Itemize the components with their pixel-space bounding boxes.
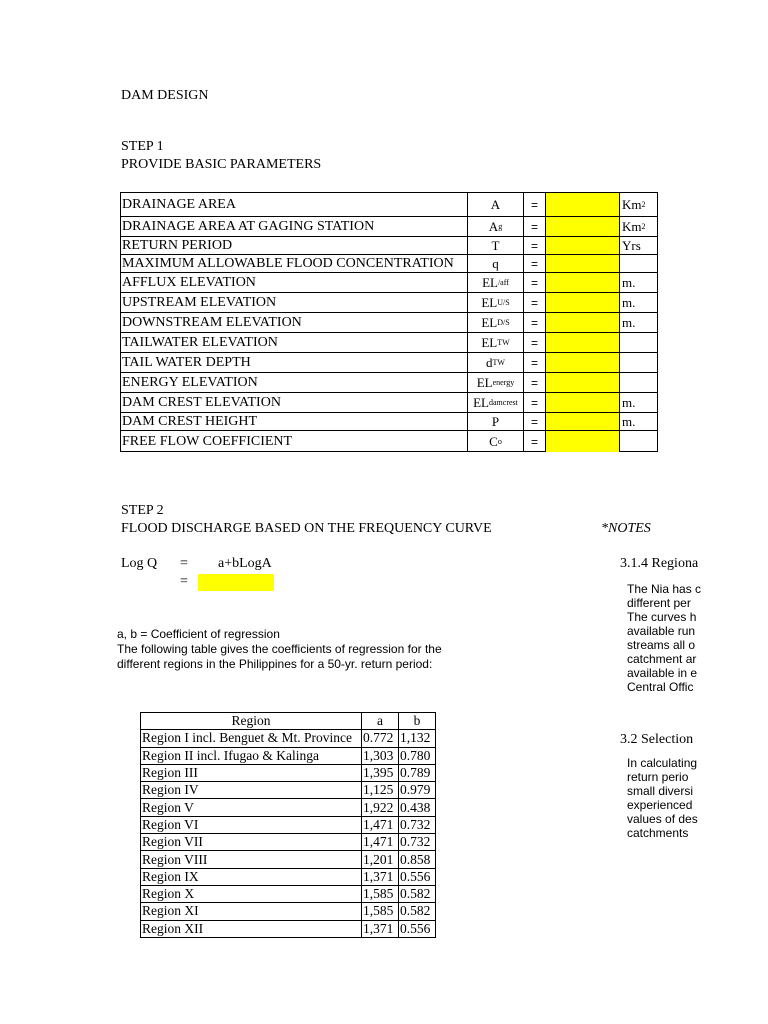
note-line: different per xyxy=(627,596,691,610)
parameter-symbol-main: A xyxy=(490,196,501,212)
parameter-label: TAILWATER ELEVATION xyxy=(120,332,467,352)
coefficient-a-cell: 1,471 xyxy=(362,834,399,851)
coefficient-a-cell: 1,922 xyxy=(362,799,399,816)
equals-sign: = xyxy=(524,412,546,430)
coefficient-b-cell: 0.732 xyxy=(399,816,436,833)
parameter-symbol xyxy=(467,192,524,216)
parameter-unit-text: Yrs xyxy=(622,237,641,253)
parameter-value-input[interactable] xyxy=(546,372,619,392)
table-row xyxy=(141,799,436,816)
coefficient-a-cell: 1,395 xyxy=(362,764,399,781)
equals-sign: = xyxy=(524,192,546,216)
parameter-symbol-main: T xyxy=(491,237,500,253)
parameters-table xyxy=(120,192,658,452)
parameter-symbol-main: EL xyxy=(473,394,489,410)
document-title: DAM DESIGN xyxy=(121,88,209,103)
table-row xyxy=(141,868,436,885)
parameter-symbol xyxy=(467,430,524,452)
formula-equals-result: = xyxy=(180,574,188,589)
parameter-row xyxy=(120,312,658,332)
region-name-cell: Region X xyxy=(141,885,362,902)
note-line: values of des xyxy=(627,812,698,826)
note-line: small diversi xyxy=(627,784,694,798)
parameter-unit xyxy=(619,352,658,372)
parameter-value-input[interactable] xyxy=(546,352,619,372)
note-line: experienced xyxy=(627,798,693,812)
region-name-cell: Region XII xyxy=(141,920,362,937)
parameter-value-input[interactable] xyxy=(546,332,619,352)
coefficient-b-cell: 0.438 xyxy=(399,799,436,816)
notes-section-selection-text xyxy=(627,756,768,840)
note-line: Central Offic xyxy=(627,680,694,694)
step1-subheading: PROVIDE BASIC PARAMETERS xyxy=(121,157,322,172)
notes-heading: *NOTES xyxy=(601,521,651,536)
parameter-symbol xyxy=(467,332,524,352)
equals-sign: = xyxy=(524,332,546,352)
parameter-label: FREE FLOW COEFFICIENT xyxy=(120,430,467,452)
parameter-label: TAIL WATER DEPTH xyxy=(120,352,467,372)
table-row xyxy=(141,834,436,851)
region-name-cell: Region IX xyxy=(141,868,362,885)
parameter-row xyxy=(120,254,658,272)
coefficient-b-cell: 0.979 xyxy=(399,782,436,799)
parameter-row xyxy=(120,236,658,254)
parameter-symbol-main: EL xyxy=(482,274,498,290)
table-row xyxy=(141,782,436,799)
step1-heading: STEP 1 xyxy=(121,139,164,154)
parameter-label: DRAINAGE AREA xyxy=(120,192,467,216)
table-row xyxy=(141,816,436,833)
parameter-symbol xyxy=(467,272,524,292)
note-line: available in e xyxy=(627,666,698,680)
parameter-unit xyxy=(619,430,658,452)
column-header: Region xyxy=(141,713,362,730)
parameter-symbol xyxy=(467,412,524,430)
parameter-symbol xyxy=(467,372,524,392)
parameter-symbol xyxy=(467,312,524,332)
equals-sign: = xyxy=(524,236,546,254)
equals-sign: = xyxy=(524,392,546,412)
parameter-value-input[interactable] xyxy=(546,430,619,452)
note-line: catchment ar xyxy=(627,652,697,666)
parameter-symbol-subscript: TW xyxy=(492,358,505,367)
regression-coefficients-table xyxy=(140,712,436,938)
parameter-symbol xyxy=(467,292,524,312)
parameter-symbol-main: d xyxy=(486,354,493,370)
coefficient-a-cell: 1,371 xyxy=(362,920,399,937)
parameter-value-input[interactable] xyxy=(546,216,619,236)
parameter-label: RETURN PERIOD xyxy=(120,236,467,254)
parameter-symbol-subscript: U/S xyxy=(497,298,510,307)
parameter-symbol-subscript: D/S xyxy=(497,318,510,327)
parameter-symbol-main: EL xyxy=(481,334,498,350)
parameter-unit xyxy=(619,312,658,332)
equals-sign: = xyxy=(524,372,546,392)
parameter-row xyxy=(120,430,658,452)
coefficient-a-cell: 0.772 xyxy=(362,730,399,747)
parameter-unit-text: m. xyxy=(622,314,636,330)
coefficient-b-cell: 0.732 xyxy=(399,834,436,851)
equals-sign: = xyxy=(524,352,546,372)
parameter-unit xyxy=(619,236,658,254)
coefficient-definition: a, b = Coefficient of regression xyxy=(117,627,280,641)
coefficient-a-cell: 1,201 xyxy=(362,851,399,868)
equals-sign: = xyxy=(524,216,546,236)
parameter-label: DRAINAGE AREA AT GAGING STATION xyxy=(120,216,467,236)
parameter-unit xyxy=(619,254,658,272)
parameter-label: DAM CREST HEIGHT xyxy=(120,412,467,430)
parameter-symbol-subscript: g xyxy=(498,222,503,231)
parameter-unit xyxy=(619,192,658,216)
parameter-label: UPSTREAM ELEVATION xyxy=(120,292,467,312)
parameter-symbol-subscript: damcrest xyxy=(489,398,518,407)
region-name-cell: Region IV xyxy=(141,782,362,799)
parameter-unit-text: m. xyxy=(622,294,636,310)
parameter-label: ENERGY ELEVATION xyxy=(120,372,467,392)
coefficient-b-cell: 0.582 xyxy=(399,885,436,902)
parameter-row xyxy=(120,292,658,312)
coefficient-description-line-2: different regions in the Philippines for a 50-yr. return period: xyxy=(117,657,433,671)
parameter-row xyxy=(120,216,658,236)
region-name-cell: Region VII xyxy=(141,834,362,851)
parameter-unit-text: m. xyxy=(622,274,636,290)
table-row xyxy=(141,920,436,937)
parameter-symbol-main: P xyxy=(491,413,500,429)
table-header-row xyxy=(141,713,436,730)
equals-sign: = xyxy=(524,292,546,312)
parameter-unit-text: Km xyxy=(622,218,642,234)
table-row xyxy=(141,764,436,781)
formula-equals: = xyxy=(180,556,188,571)
parameter-value-input[interactable] xyxy=(546,254,619,272)
parameter-row xyxy=(120,352,658,372)
note-line: available run xyxy=(627,624,696,638)
coefficient-b-cell: 0.858 xyxy=(399,851,436,868)
parameter-value-input[interactable] xyxy=(546,292,619,312)
table-row xyxy=(141,747,436,764)
parameter-label: DOWNSTREAM ELEVATION xyxy=(120,312,467,332)
notes-section-regional-title: 3.1.4 Regiona xyxy=(620,556,699,571)
region-name-cell: Region II incl. Ifugao & Kalinga xyxy=(141,747,362,764)
coefficient-a-cell: 1,585 xyxy=(362,885,399,902)
parameter-row xyxy=(120,192,658,216)
coefficient-b-cell: 0.780 xyxy=(399,747,436,764)
notes-section-regional-text xyxy=(627,582,768,694)
note-line: return perio xyxy=(627,770,689,784)
parameter-value-input[interactable] xyxy=(546,192,619,216)
parameter-symbol-subscript: energy xyxy=(492,378,515,387)
note-line: streams all o xyxy=(627,638,696,652)
equals-sign: = xyxy=(524,254,546,272)
parameter-symbol-main: A xyxy=(488,218,499,234)
note-line: In calculating xyxy=(627,756,698,770)
parameter-value-input[interactable] xyxy=(546,272,619,292)
equals-sign: = xyxy=(524,430,546,452)
parameter-unit xyxy=(619,216,658,236)
parameter-unit xyxy=(619,372,658,392)
parameter-unit-text: m. xyxy=(622,394,636,410)
parameter-symbol-main: q xyxy=(492,255,499,271)
parameter-unit-text: m. xyxy=(622,413,636,429)
parameter-symbol-subscript: /aff xyxy=(497,278,509,287)
discharge-input-cell[interactable] xyxy=(198,574,274,591)
table-row xyxy=(141,730,436,747)
coefficient-a-cell: 1,471 xyxy=(362,816,399,833)
parameter-unit-superscript: 2 xyxy=(641,222,646,231)
parameter-value-input[interactable] xyxy=(546,312,619,332)
parameter-value-input[interactable] xyxy=(546,412,619,430)
parameter-unit xyxy=(619,392,658,412)
parameter-symbol xyxy=(467,352,524,372)
parameter-label: AFFLUX ELEVATION xyxy=(120,272,467,292)
parameter-unit-superscript: 2 xyxy=(641,200,646,209)
parameter-row xyxy=(120,372,658,392)
region-name-cell: Region V xyxy=(141,799,362,816)
parameter-label: DAM CREST ELEVATION xyxy=(120,392,467,412)
region-name-cell: Region VI xyxy=(141,816,362,833)
parameter-unit xyxy=(619,292,658,312)
parameter-row xyxy=(120,272,658,292)
coefficient-a-cell: 1,585 xyxy=(362,903,399,920)
step2-heading: STEP 2 xyxy=(121,503,164,518)
equals-sign: = xyxy=(524,272,546,292)
parameter-unit-text: Km xyxy=(622,196,642,212)
coefficient-a-cell: 1,125 xyxy=(362,782,399,799)
formula-rhs: a+bLogA xyxy=(218,556,272,571)
note-line: The Nia has c xyxy=(627,582,702,596)
parameter-label: MAXIMUM ALLOWABLE FLOOD CONCENTRATION xyxy=(120,254,467,272)
region-name-cell: Region VIII xyxy=(141,851,362,868)
parameter-symbol-main: EL xyxy=(481,294,498,310)
parameter-symbol-main: EL xyxy=(481,314,498,330)
table-row xyxy=(141,851,436,868)
parameter-row xyxy=(120,332,658,352)
parameter-value-input[interactable] xyxy=(546,236,619,254)
notes-section-selection-title: 3.2 Selection xyxy=(620,732,694,747)
parameter-symbol xyxy=(467,392,524,412)
region-name-cell: Region I incl. Benguet & Mt. Province xyxy=(141,730,362,747)
parameter-symbol xyxy=(467,254,524,272)
parameter-unit xyxy=(619,332,658,352)
parameter-symbol-main: C xyxy=(489,433,498,449)
formula-lhs: Log Q xyxy=(121,556,158,571)
note-line: The curves h xyxy=(627,610,697,624)
parameter-symbol xyxy=(467,236,524,254)
coefficient-b-cell: 0.556 xyxy=(399,920,436,937)
parameter-value-input[interactable] xyxy=(546,392,619,412)
coefficient-a-cell: 1,371 xyxy=(362,868,399,885)
table-row xyxy=(141,903,436,920)
table-row xyxy=(141,885,436,902)
parameter-row xyxy=(120,392,658,412)
column-header: b xyxy=(399,713,436,730)
column-header: a xyxy=(362,713,399,730)
parameter-symbol-main: EL xyxy=(476,374,493,390)
parameter-unit xyxy=(619,272,658,292)
coefficient-b-cell: 0.556 xyxy=(399,868,436,885)
parameter-unit xyxy=(619,412,658,430)
equals-sign: = xyxy=(524,312,546,332)
coefficient-description-line-1: The following table gives the coefficients of regression for the xyxy=(117,642,442,656)
note-line: catchments xyxy=(627,826,689,840)
parameter-symbol-subscript: o xyxy=(497,437,502,446)
parameter-symbol-subscript: TW xyxy=(497,338,510,347)
coefficient-b-cell: 0.789 xyxy=(399,764,436,781)
parameter-row xyxy=(120,412,658,430)
region-name-cell: Region III xyxy=(141,764,362,781)
region-name-cell: Region XI xyxy=(141,903,362,920)
step2-subheading: FLOOD DISCHARGE BASED ON THE FREQUENCY CURVE xyxy=(121,521,492,536)
coefficient-b-cell: 0.582 xyxy=(399,903,436,920)
coefficient-b-cell: 1,132 xyxy=(399,730,436,747)
coefficient-a-cell: 1,303 xyxy=(362,747,399,764)
parameter-symbol xyxy=(467,216,524,236)
